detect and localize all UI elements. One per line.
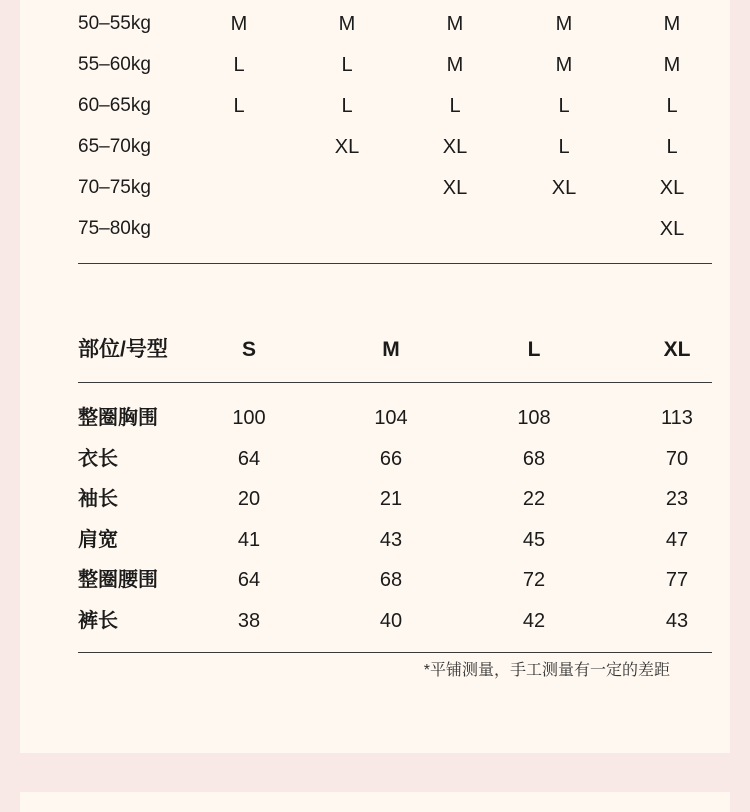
size-cell: M bbox=[230, 13, 248, 35]
size-cell: L bbox=[558, 95, 570, 117]
measurement-value: 64 bbox=[237, 569, 261, 591]
size-cell bbox=[209, 133, 269, 161]
measurement-value: 77 bbox=[665, 569, 689, 591]
measurement-value: 42 bbox=[522, 610, 546, 632]
size-header: S bbox=[241, 338, 256, 361]
measurement-label: 裤长 bbox=[78, 610, 118, 632]
measurement-label: 整圈腰围 bbox=[78, 569, 158, 591]
size-cell bbox=[425, 215, 485, 243]
size-cell: L bbox=[449, 95, 461, 117]
size-cell: M bbox=[663, 54, 681, 76]
measurement-value: 40 bbox=[379, 610, 403, 632]
size-cell bbox=[317, 215, 377, 243]
table-row bbox=[78, 607, 712, 635]
table-row bbox=[78, 92, 712, 120]
measurement-value: 20 bbox=[237, 488, 261, 510]
table-row bbox=[78, 174, 712, 202]
measurement-value: 72 bbox=[522, 569, 546, 591]
table-row bbox=[78, 445, 712, 473]
table-header-row bbox=[78, 336, 712, 364]
measurement-value: 66 bbox=[379, 448, 403, 470]
weight-range-label: 50–55kg bbox=[78, 13, 151, 34]
table-row bbox=[78, 566, 712, 594]
measurement-label: 肩宽 bbox=[78, 529, 118, 551]
measurement-value: 23 bbox=[665, 488, 689, 510]
size-chart-card bbox=[20, 0, 730, 753]
size-cell: XL bbox=[551, 177, 577, 199]
size-cell: XL bbox=[659, 218, 685, 240]
table-row bbox=[78, 133, 712, 161]
measurement-label: 衣长 bbox=[78, 448, 118, 470]
size-cell: L bbox=[666, 136, 678, 158]
measurement-label: 袖长 bbox=[78, 488, 118, 510]
weight-range-label: 70–75kg bbox=[78, 177, 151, 198]
size-cell: L bbox=[341, 54, 353, 76]
measurement-value: 41 bbox=[237, 529, 261, 551]
size-cell: XL bbox=[334, 136, 360, 158]
size-cell: XL bbox=[659, 177, 685, 199]
size-cell: M bbox=[446, 54, 464, 76]
measurement-value: 108 bbox=[517, 407, 551, 429]
size-header: L bbox=[527, 338, 541, 361]
size-cell: L bbox=[341, 95, 353, 117]
size-cell: L bbox=[558, 136, 570, 158]
size-cell: XL bbox=[442, 177, 468, 199]
size-cell: M bbox=[555, 13, 573, 35]
measurement-value: 70 bbox=[665, 448, 689, 470]
next-card-edge bbox=[20, 792, 730, 812]
table-row bbox=[78, 10, 712, 38]
size-cell: M bbox=[338, 13, 356, 35]
size-cell bbox=[534, 215, 594, 243]
measurement-value: 113 bbox=[661, 407, 693, 429]
size-header: M bbox=[382, 338, 400, 361]
size-cell: L bbox=[233, 95, 245, 117]
measurement-value: 38 bbox=[237, 610, 261, 632]
table-row bbox=[78, 51, 712, 79]
measurement-label: 整圈胸围 bbox=[78, 407, 158, 429]
size-cell bbox=[209, 174, 269, 202]
table-bottom-divider bbox=[78, 652, 712, 653]
table-row bbox=[78, 215, 712, 243]
measurement-value: 68 bbox=[379, 569, 403, 591]
table-row bbox=[78, 485, 712, 513]
size-cell: XL bbox=[442, 136, 468, 158]
size-cell bbox=[209, 215, 269, 243]
measurement-value: 100 bbox=[232, 407, 266, 429]
weight-range-label: 75–80kg bbox=[78, 218, 151, 239]
size-header: XL bbox=[663, 338, 691, 361]
measurement-value: 43 bbox=[665, 610, 689, 632]
size-cell: M bbox=[663, 13, 681, 35]
measurement-value: 104 bbox=[374, 407, 408, 429]
weight-range-label: 60–65kg bbox=[78, 95, 151, 116]
size-cell: M bbox=[446, 13, 464, 35]
measurement-value: 43 bbox=[379, 529, 403, 551]
measurement-value: 21 bbox=[379, 488, 403, 510]
header-divider bbox=[78, 382, 712, 383]
measurement-value: 45 bbox=[522, 529, 546, 551]
table-divider bbox=[78, 263, 712, 264]
size-cell: M bbox=[555, 54, 573, 76]
measurement-value: 47 bbox=[665, 529, 689, 551]
table-row bbox=[78, 526, 712, 554]
measurement-value: 68 bbox=[522, 448, 546, 470]
size-cell: L bbox=[233, 54, 245, 76]
weight-range-label: 55–60kg bbox=[78, 54, 151, 75]
measurement-footnote: *平铺测量，手工测量有一定的差距 bbox=[423, 662, 670, 679]
size-cell: L bbox=[666, 95, 678, 117]
measurement-value: 22 bbox=[522, 488, 546, 510]
table-row bbox=[78, 404, 712, 432]
header-label: 部位/号型 bbox=[78, 338, 168, 361]
measurement-value: 64 bbox=[237, 448, 261, 470]
size-cell bbox=[317, 174, 377, 202]
weight-range-label: 65–70kg bbox=[78, 136, 151, 157]
